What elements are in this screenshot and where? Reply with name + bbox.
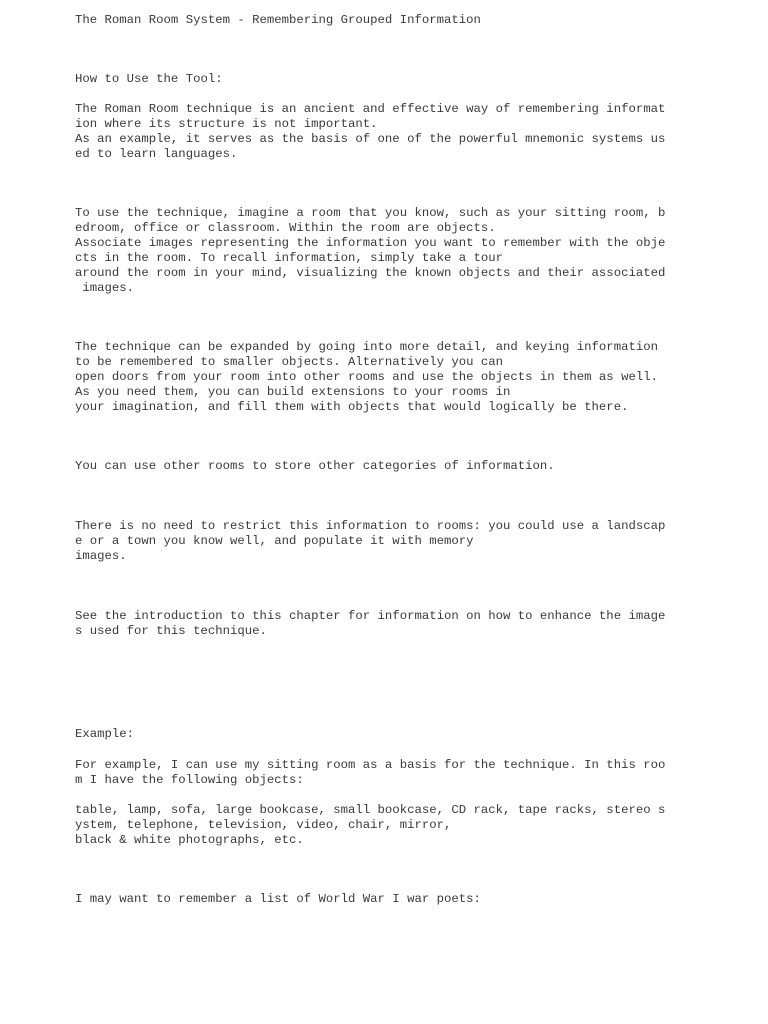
paragraph-line: The technique can be expanded by going into more detail, and keying information [75,340,658,354]
paragraph-line: to be remembered to smaller objects. Alternatively you can [75,355,504,369]
paragraph-line: You can use other rooms to store other categories of information. [75,459,555,473]
paragraph-line: See the introduction to this chapter for information on how to enhance the image [75,609,666,623]
paragraph-line: edroom, office or classroom. Within the room are objects. [75,221,496,235]
paragraph-line: ion where its structure is not important. [75,117,378,131]
paragraph-line: your imagination, and fill them with objects that would logically be there. [75,400,629,414]
paragraph-line: around the room in your mind, visualizing the known objects and their associated [75,266,666,280]
paragraph-line: images. [75,281,135,295]
example-heading: Example: [75,727,135,741]
how-to-heading: How to Use the Tool: [75,72,223,86]
paragraph-line: s used for this technique. [75,624,267,638]
paragraph-line: Associate images representing the information you want to remember with the obje [75,236,666,250]
paragraph-line: As an example, it serves as the basis of one of the powerful mnemonic systems us [75,132,666,146]
paragraph-line: m I have the following objects: [75,773,304,787]
paragraph-line: The Roman Room technique is an ancient and effective way of remembering informat [75,102,666,116]
paragraph-line: table, lamp, sofa, large bookcase, small bookcase, CD rack, tape racks, stereo s [75,803,666,817]
paragraph-line: ystem, telephone, television, video, chair, mirror, [75,818,452,832]
paragraph-line: There is no need to restrict this information to rooms: you could use a landscap [75,519,666,533]
paragraph-line: ed to learn languages. [75,147,238,161]
paragraph-line: To use the technique, imagine a room that you know, such as your sitting room, b [75,206,666,220]
paragraph-line: open doors from your room into other rooms and use the objects in them as well. [75,370,658,384]
paragraph-line: images. [75,549,127,563]
paragraph-line: cts in the room. To recall information, simply take a tour [75,251,504,265]
paragraph-line: I may want to remember a list of World War I war poets: [75,892,481,906]
paragraph-line: e or a town you know well, and populate it with memory [75,534,474,548]
paragraph-line: As you need them, you can build extensions to your rooms in [75,385,511,399]
paragraph-line: For example, I can use my sitting room as a basis for the technique. In this roo [75,758,666,772]
document-title: The Roman Room System - Remembering Grouped Information [75,13,481,27]
paragraph-line: black & white photographs, etc. [75,833,304,847]
